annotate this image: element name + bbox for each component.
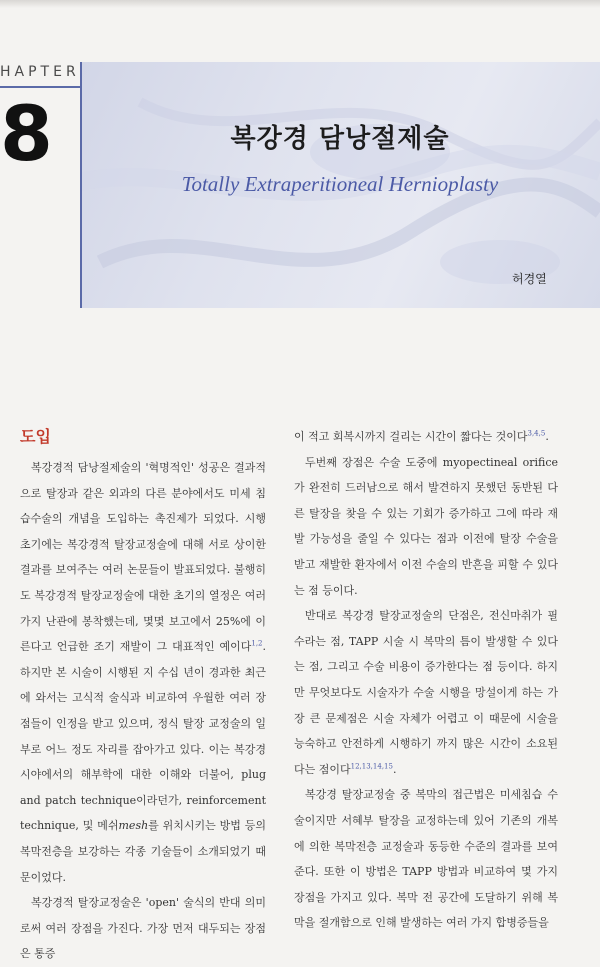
paragraph (20, 455, 266, 890)
mesh-term: mesh (118, 819, 149, 833)
chapter-title-english: Totally Extraperitioneal Hernioplasty (181, 172, 499, 196)
paragraph (294, 603, 558, 782)
body-column-right (294, 424, 558, 936)
page-edge (0, 0, 600, 8)
paragraph: 두번째 장점은 수술 도중에 myopectineal orifice가 완전히 드러남으로 해서 발견하지 못했던 동반된 다른 탈장을 찾을 수 있는 기회가 증가하고 그에 따라 재발 가능성을 줄일 수 있다는 점과 이전에 탈장 수술을 받고 재발한 환자에서 이전 수술의 반흔을 피할 수 있다는 점 등이다. (294, 455, 558, 597)
chapter-label: HAPTER (0, 64, 80, 80)
chapter-title-korean: 복강경 담낭절제술 (230, 124, 450, 154)
paragraph-text: 반대로 복강경 탈장교정술의 단점은, 전신마취가 필수라는 점, TAPP 시술 시 복막의 틈이 발생할 수 있다는 점, 그리고 수술 비용이 증가한다는 점 등이다. 하지만 무엇보다도 시술자가 수술 시행을 망설이게 하는 가장 큰 문제점은 시술 자체가 어렵고 이 때문에 시술을 능숙하고 안전하게 시행하기 까지 많은 시간이 소요된다는 점이다 (294, 609, 558, 776)
body-column-left (20, 455, 266, 967)
paragraph-text: . (545, 430, 549, 443)
paragraph-text: . 하지만 본 시술이 시행된 지 수십 년이 경과한 최근에 와서는 고식적 술식과 비교하여 우월한 여러 장점들이 인정을 받고 있으며, 정식 탈장 교정술의 일부로 어느 정도 자리를 잡아가고 있다. 이는 복강경 시야에서의 해부학에 대한 이해와 더불어, plug and patch technique이라던가, reinforcement technique, 및 메쉬 (20, 640, 266, 833)
reference-superscript: 1,2 (251, 639, 263, 648)
paragraph (294, 424, 558, 450)
section-heading: 도입 (20, 427, 51, 446)
paragraph-text: 를 위치시키는 방법 등의 복막전층을 보강하는 각종 기술들이 소개되었기 때문이었다. (20, 819, 266, 884)
chapter-rule (0, 86, 80, 88)
paragraph: 복강경적 탈장교정술은 'open' 술식의 반대 의미로써 여러 장점을 가진다. 가장 먼저 대두되는 장점은 통증 (20, 896, 266, 961)
reference-superscript: 12,13,14,15 (350, 762, 393, 771)
paragraph-text: 이 적고 회복시까지 걸리는 시간이 짧다는 것이다 (294, 430, 528, 443)
paragraph: 복강경 탈장교정술 중 복막의 접근법은 미세침습 수술이지만 서혜부 탈장을 교정하는데 있어 기존의 개복에 의한 복막전층 교정술과 동등한 수준의 결과를 보여준다. 또한 이 방법은 TAPP 방법과 비교하여 몇 가지 장점을 가지고 있다. 복막 전 공간에 도달하기 위해 복막을 절개함으로 인해 발생하는 여러 가지 합병증들을 (294, 788, 558, 930)
author-name: 허경열 (512, 272, 547, 286)
paragraph-text: 복강경적 담낭절제술의 '혁명적인' 성공은 결과적으로 탈장과 같은 외과의 다른 분야에서도 미세 침습수술의 개념을 도입하는 촉진제가 되었다. 시행 초기에는 복강경적 탈장교정술에 대해 서로 상이한 결과를 보여주는 여러 논문들이 발표되었다. 불행히도 복강경적 탈장교정술에 대한 초기의 열정은 여러 가지 난관에 봉착했는데, 몇몇 보고에서 25%에 이른다고 언급한 조기 재발이 그 대표적인 예이다 (20, 461, 266, 654)
chapter-number: 8 (0, 89, 53, 178)
reference-superscript: 3,4,5 (527, 429, 546, 438)
paragraph-text: . (392, 762, 397, 776)
